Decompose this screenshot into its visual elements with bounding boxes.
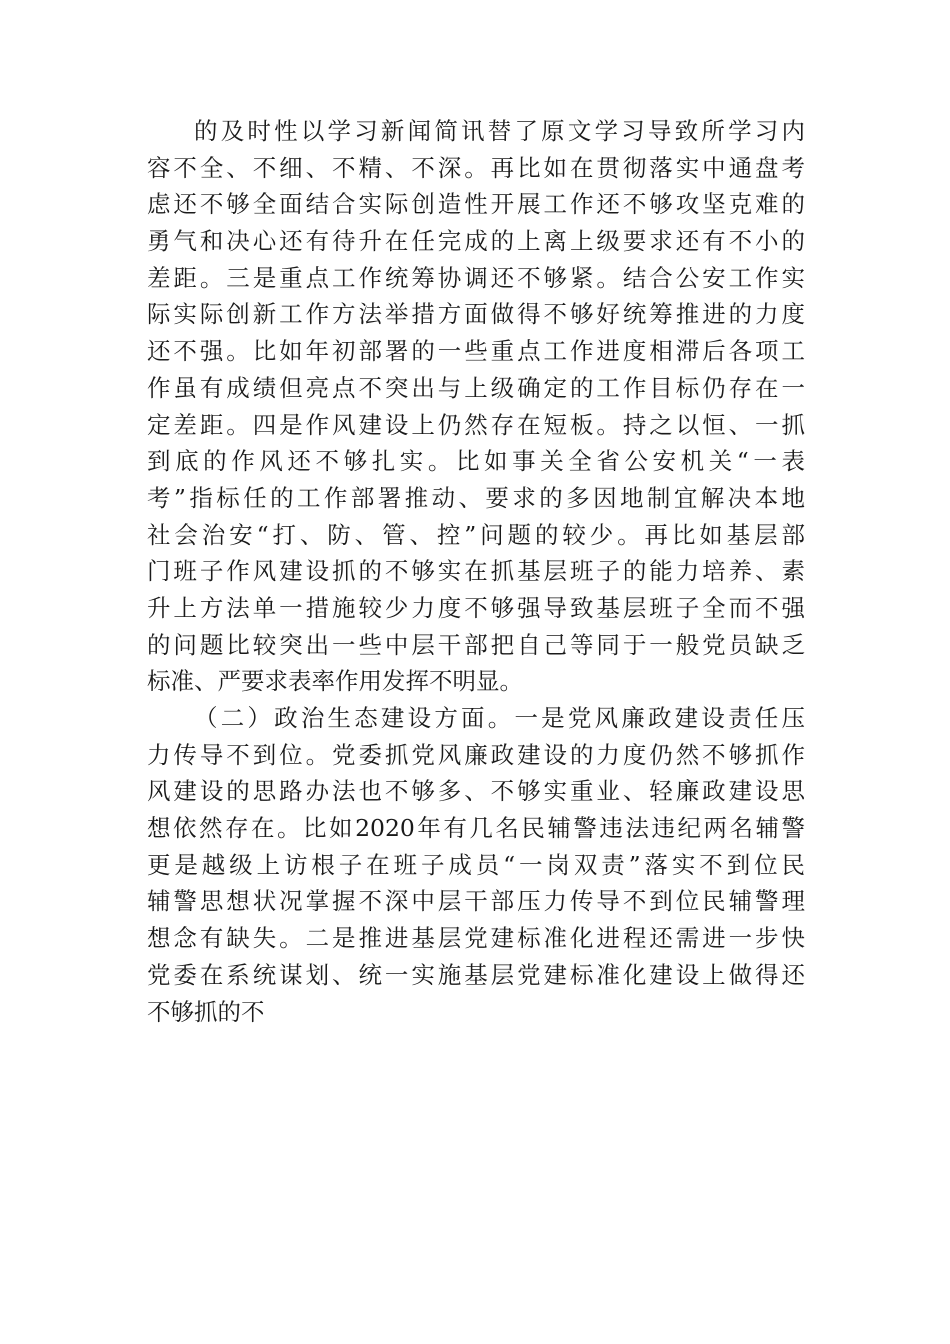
paragraph-line: 容不全、不细、不精、不深。再比如在贯彻落实中通盘考 [147, 153, 805, 182]
paragraph-line: 党委在系统谋划、统一实施基层党建标准化建设上做得还 [147, 960, 805, 989]
document-body [147, 113, 805, 1030]
paragraph-line: 风建设的思路办法也不够多、不够实重业、轻廉政建设思 [147, 777, 805, 806]
paragraph-line: 勇气和决心还有待升在任完成的上离上级要求还有不小的 [147, 227, 805, 256]
paragraph-line: 作虽有成绩但亮点不突出与上级确定的工作目标仍存在一 [147, 373, 805, 402]
section-heading-line: （二）政治生态建设方面。一是党风廉政建设责任压 [194, 704, 805, 732]
paragraph-line: 想依然存在。比如2020年有几名民辅警违法违纪两名辅警 [147, 814, 805, 843]
paragraph-line: 还不强。比如年初部署的一些重点工作进度相滞后各项工 [147, 337, 805, 366]
paragraph-line: 标准、严要求表率作用发挥不明显。 [147, 667, 523, 696]
paragraph-line: 虑还不够全面结合实际创造性开展工作还不够攻坚克难的 [147, 190, 805, 219]
paragraph-line: 的及时性以学习新闻简讯替了原文学习导致所学习内 [194, 117, 805, 145]
paragraph-line: 辅警思想状况掌握不深中层干部压力传导不到位民辅警理 [147, 887, 805, 916]
paragraph-line: 到底的作风还不够扎实。比如事关全省公安机关“一表 [147, 447, 805, 476]
paragraph-line: 社会治安“打、防、管、控”问题的较少。再比如基层部 [147, 520, 805, 549]
paragraph-line: 差距。三是重点工作统筹协调还不够紧。结合公安工作实 [147, 263, 805, 292]
paragraph-line: 升上方法单一措施较少力度不够强导致基层班子全而不强 [147, 593, 805, 622]
paragraph-line: 的问题比较突出一些中层干部把自己等同于一般党员缺乏 [147, 630, 805, 659]
paragraph-line: 力传导不到位。党委抓党风廉政建设的力度仍然不够抓作 [147, 740, 805, 769]
paragraph-line: 考”指标任的工作部署推动、要求的多因地制宜解决本地 [147, 483, 805, 512]
paragraph-line: 更是越级上访根子在班子成员“一岗双责”落实不到位民 [147, 850, 805, 879]
paragraph-line: 不够抓的不 [147, 997, 265, 1026]
paragraph-line: 际实际创新工作方法举措方面做得不够好统筹推进的力度 [147, 300, 805, 329]
paragraph-line: 门班子作风建设抓的不够实在抓基层班子的能力培养、素 [147, 557, 805, 586]
paragraph-line: 定差距。四是作风建设上仍然存在短板。持之以恒、一抓 [147, 410, 805, 439]
paragraph-line: 想念有缺失。二是推进基层党建标准化进程还需进一步快 [147, 924, 805, 953]
